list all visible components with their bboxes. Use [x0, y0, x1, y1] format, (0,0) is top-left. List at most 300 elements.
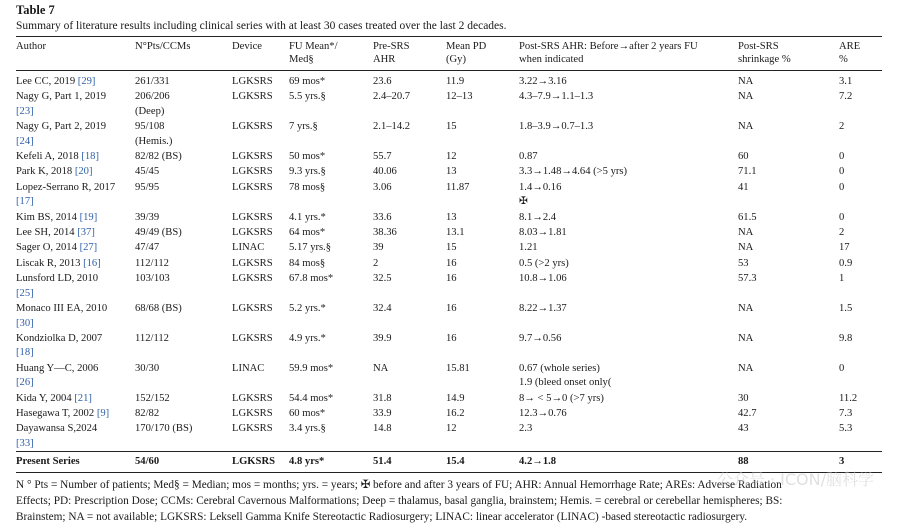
patients-cell — [135, 164, 232, 179]
author-line — [16, 346, 135, 360]
author-line — [16, 181, 135, 195]
post-srs-ahr-cell — [519, 89, 738, 119]
author-name: Kim BS, 2014 — [16, 211, 80, 223]
author-cell — [16, 361, 135, 391]
author-line — [16, 75, 135, 89]
author-name: Park K, 2018 — [16, 166, 75, 178]
author-name: Lunsford LD, 2010 — [16, 273, 99, 285]
are-cell: 1 — [839, 273, 845, 285]
followup-cell: 78 mos§ — [289, 181, 326, 193]
patients-line: 68/68 (BS) — [135, 303, 182, 315]
patients-cell — [135, 421, 232, 451]
author-cell — [16, 89, 135, 119]
patients-line: 103/103 — [135, 273, 170, 285]
are-cell: 11.2 — [839, 392, 858, 404]
author-cell — [16, 301, 135, 331]
table-label: Table 7 — [16, 3, 55, 17]
patients-line: (Hemis.) — [135, 135, 173, 147]
author-name: Hasegawa T, 2002 — [16, 407, 97, 419]
are-cell: 2 — [839, 121, 845, 133]
patients-line: 112/112 — [135, 257, 169, 269]
table-row — [16, 210, 882, 225]
column-header-line: AHR — [373, 54, 396, 65]
post-srs-ahr-cell — [519, 240, 738, 255]
reference-link[interactable]: [25] — [16, 287, 34, 299]
reference-link[interactable]: [33] — [16, 437, 34, 449]
post-ahr-line: 3.22→3.16 — [519, 76, 567, 87]
reference-link[interactable]: [30] — [16, 317, 34, 329]
pre-srs-ahr-cell: 32.5 — [373, 273, 392, 285]
post-ahr-line: 3.3→1.48→4.64 (>5 yrs) — [519, 166, 628, 178]
post-srs-ahr-cell — [519, 119, 738, 149]
table-row — [16, 271, 882, 301]
post-srs-ahr-cell — [519, 256, 738, 271]
post-srs-ahr-cell — [519, 421, 738, 451]
patients-line: 82/82 (BS) — [135, 151, 182, 163]
table-row — [16, 421, 882, 451]
device-cell: LGKSRS — [232, 166, 273, 178]
author-line — [16, 392, 135, 406]
are-cell: 7.3 — [839, 407, 853, 419]
post-ahr-line: 2.3 — [519, 423, 533, 435]
column-header-line: Med§ — [289, 54, 314, 65]
followup-cell: 3.4 yrs.§ — [289, 423, 326, 435]
post-srs-ahr-cell — [519, 164, 738, 179]
followup-cell: 4.1 yrs.* — [289, 211, 326, 223]
mean-pd-cell: 12–13 — [446, 91, 473, 103]
author-line — [16, 437, 135, 451]
mean-pd-cell: 16 — [446, 303, 457, 315]
device-cell: LGKSRS — [232, 273, 273, 285]
author-line — [16, 90, 135, 104]
mean-pd-cell: 13 — [446, 166, 457, 178]
author-line — [16, 272, 135, 286]
reference-link[interactable]: [26] — [16, 377, 34, 389]
post-srs-ahr-cell — [519, 180, 738, 210]
author-cell — [16, 210, 135, 225]
mean-pd-cell: 13 — [446, 211, 457, 223]
mean-pd-cell: 13.1 — [446, 227, 465, 239]
table-row — [16, 256, 882, 271]
mean-pd-cell: 15 — [446, 121, 457, 133]
reference-link[interactable]: [29] — [77, 76, 96, 87]
table-row — [16, 240, 882, 255]
patients-cell — [135, 180, 232, 210]
table-row — [16, 301, 882, 331]
device-cell: LGKSRS — [232, 121, 273, 133]
author-line — [16, 105, 135, 119]
post-ahr-line: 8.03→1.81 — [519, 227, 567, 239]
reference-link[interactable]: [18] — [16, 347, 34, 359]
are-cell: 0 — [839, 362, 845, 374]
author-line — [16, 302, 135, 316]
mean-pd-cell: 16 — [446, 273, 457, 285]
shrinkage-cell: NA — [738, 76, 754, 87]
shrinkage-cell: 57.3 — [738, 273, 757, 285]
post-ahr-line: 1.21 — [519, 242, 538, 254]
pre-srs-ahr-cell: NA — [373, 362, 389, 374]
patients-line: 95/95 — [135, 181, 160, 193]
shrinkage-cell: 41 — [738, 181, 749, 193]
device-cell: LGKSRS — [232, 151, 273, 163]
column-header-line: when indicated — [519, 54, 584, 65]
author-name: Lee SH, 2014 — [16, 227, 78, 239]
column-header-line: Device — [232, 41, 262, 52]
post-ahr-line: 0.87 — [519, 151, 538, 163]
shrinkage-cell: NA — [738, 362, 754, 374]
author-name: Kondziolka D, 2007 — [16, 332, 103, 344]
shrinkage-cell: 60 — [738, 151, 749, 163]
author-cell — [16, 331, 135, 361]
column-header-line: N°Pts/CCMs — [135, 41, 191, 52]
column-header-line: % — [839, 54, 848, 65]
patients-line: 47/47 — [135, 242, 160, 254]
patients-cell — [135, 74, 232, 89]
author-line — [16, 287, 135, 301]
column-header — [135, 37, 232, 71]
author-line — [16, 241, 135, 255]
author-cell — [16, 256, 135, 271]
pre-srs-ahr-cell: 55.7 — [373, 151, 392, 163]
patients-line: 112/112 — [135, 332, 169, 344]
patients-cell — [135, 210, 232, 225]
pre-srs-ahr-cell: 39 — [373, 242, 384, 254]
patients-cell — [135, 256, 232, 271]
are-cell: 17 — [839, 242, 850, 254]
mean-pd-cell: 11.9 — [446, 76, 465, 87]
author-name: Kefeli A, 2018 — [16, 151, 82, 163]
device-cell: LGKSRS — [232, 407, 273, 419]
watermark: 公众号 · ICON/脑科学 — [716, 470, 874, 489]
device-cell: LGKSRS — [232, 76, 273, 87]
post-srs-ahr-cell — [519, 361, 738, 391]
table-row — [16, 406, 882, 421]
author-name: Lee CC, 2019 — [16, 76, 78, 87]
present-shrink-cell: 88 — [738, 452, 839, 472]
patients-line: 30/30 — [135, 362, 160, 374]
author-line — [16, 150, 135, 164]
shrinkage-cell: 53 — [738, 257, 749, 269]
author-cell — [16, 164, 135, 179]
are-cell: 0 — [839, 151, 845, 163]
author-cell — [16, 406, 135, 421]
column-header — [373, 37, 446, 71]
device-cell: LGKSRS — [232, 91, 273, 103]
reference-link[interactable]: [27] — [79, 242, 98, 254]
are-cell: 7.2 — [839, 91, 853, 103]
pre-srs-ahr-cell: 2.1–14.2 — [373, 121, 411, 133]
table-row — [16, 225, 882, 240]
shrinkage-cell: NA — [738, 121, 754, 133]
author-line — [16, 120, 135, 134]
post-ahr-line: 1.8–3.9→0.7–1.3 — [519, 121, 594, 133]
patients-line: 206/206 — [135, 91, 170, 103]
table-row — [16, 331, 882, 361]
author-name: Sager O, 2014 — [16, 242, 80, 254]
table-row — [16, 180, 882, 210]
patients-cell — [135, 240, 232, 255]
post-srs-ahr-cell — [519, 149, 738, 164]
shrinkage-cell: NA — [738, 242, 754, 254]
patients-cell — [135, 89, 232, 119]
pre-srs-ahr-cell: 31.8 — [373, 392, 392, 404]
device-cell: LGKSRS — [232, 211, 273, 223]
column-header-line: FU Mean*/ — [289, 41, 338, 52]
table-row — [16, 89, 882, 119]
mean-pd-cell: 16.2 — [446, 407, 465, 419]
mean-pd-cell: 15.81 — [446, 362, 470, 374]
patients-cell — [135, 406, 232, 421]
device-cell: LGKSRS — [232, 423, 273, 435]
patients-cell — [135, 271, 232, 301]
column-header-line: ARE — [839, 41, 861, 52]
post-srs-ahr-cell — [519, 225, 738, 240]
pre-srs-ahr-cell: 33.6 — [373, 211, 392, 223]
pre-srs-ahr-cell: 38.36 — [373, 227, 397, 239]
column-header-line: Pre-SRS — [373, 41, 410, 52]
patients-cell — [135, 391, 232, 406]
column-header-line: Post-SRS — [738, 41, 779, 52]
pre-srs-ahr-cell: 32.4 — [373, 303, 392, 315]
are-cell: 3.1 — [839, 76, 853, 87]
author-line — [16, 226, 135, 240]
shrinkage-cell: NA — [738, 332, 754, 344]
post-srs-ahr-cell — [519, 301, 738, 331]
present-post-cell: 4.2→1.8 — [519, 452, 738, 472]
post-ahr-line: 1.9 (bleed onset only( — [519, 377, 612, 389]
reference-link[interactable]: [18] — [81, 151, 99, 163]
present-fu-cell: 4.8 yrs* — [289, 452, 373, 472]
followup-cell: 5.5 yrs.§ — [289, 91, 326, 103]
device-cell: LGKSRS — [232, 303, 273, 315]
author-name: Nagy G, Part 2, 2019 — [16, 121, 107, 133]
column-header-line: Mean PD — [446, 41, 487, 52]
followup-cell: 7 yrs.§ — [289, 121, 318, 133]
author-line — [16, 362, 135, 376]
author-line — [16, 422, 135, 436]
shrinkage-cell: 42.7 — [738, 407, 757, 419]
followup-cell: 5.17 yrs.§ — [289, 242, 332, 254]
are-cell: 0.9 — [839, 257, 853, 269]
column-header — [289, 37, 373, 71]
table-row — [16, 74, 882, 89]
followup-cell: 69 mos* — [289, 76, 326, 87]
post-ahr-line: 12.3→0.76 — [519, 407, 567, 419]
shrinkage-cell: NA — [738, 303, 754, 315]
present-are-cell: 3 — [839, 452, 882, 472]
mean-pd-cell: 12 — [446, 423, 457, 435]
patients-line: 170/170 (BS) — [135, 423, 193, 435]
footnote-line: Effects; PD: Prescription Dose; CCMs: Cerebral Cavernous Malformations; Deep = thalamus, basal ganglia, brainstem; Hemis. = cerebral or cerebellar hemispheres; BS: — [16, 494, 783, 507]
followup-cell: 54.4 mos* — [289, 392, 334, 404]
post-ahr-line: ✠ — [519, 196, 528, 208]
reference-link[interactable]: [19] — [79, 211, 98, 223]
column-header — [519, 37, 738, 71]
column-header-line: shrinkage % — [738, 54, 791, 65]
patients-line: 261/331 — [135, 76, 170, 87]
mean-pd-cell: 16 — [446, 332, 457, 344]
device-cell: LGKSRS — [232, 257, 273, 269]
table-body — [16, 71, 882, 472]
author-cell — [16, 271, 135, 301]
footnote-line: N ° Pts = Number of patients; Med§ = Median; mos = months; yrs. = years; ✠ before and after 3 years of FU; AHR: Annual Hemorrhage Rate; AREs: Adverse Radiation — [16, 478, 782, 491]
device-cell: LGKSRS — [232, 181, 273, 193]
column-header — [446, 37, 519, 71]
footnote-line: Brainstem; NA = not available; LGKSRS: Leksell Gamma Knife Stereotactic Radiosurgery; LINAC: linear accelerator (LINAC) -based stereotactic radiosurgery. — [16, 510, 748, 523]
column-header — [232, 37, 289, 71]
patients-cell — [135, 361, 232, 391]
column-header-line: (Gy) — [446, 54, 467, 65]
author-line — [16, 211, 135, 225]
table-row — [16, 149, 882, 164]
pre-srs-ahr-cell: 3.06 — [373, 181, 392, 193]
column-header — [738, 37, 839, 71]
pre-srs-ahr-cell: 39.9 — [373, 332, 392, 344]
reference-link[interactable]: [23] — [16, 105, 34, 117]
are-cell: 5.3 — [839, 423, 853, 435]
column-header — [16, 37, 135, 71]
shrinkage-cell: 61.5 — [738, 211, 757, 223]
post-ahr-line: 8.1→2.4 — [519, 211, 557, 223]
author-name: Nagy G, Part 1, 2019 — [16, 91, 107, 103]
post-srs-ahr-cell — [519, 271, 738, 301]
patients-line: 49/49 (BS) — [135, 227, 182, 239]
patients-line: 82/82 — [135, 407, 160, 419]
patients-cell — [135, 149, 232, 164]
author-name: Lopez-Serrano R, 2017 — [16, 181, 116, 193]
followup-cell: 5.2 yrs.* — [289, 303, 326, 315]
followup-cell: 59.9 mos* — [289, 362, 334, 374]
post-ahr-line: 8.22→1.37 — [519, 303, 567, 315]
followup-cell: 67.8 mos* — [289, 273, 334, 285]
pre-srs-ahr-cell: 23.6 — [373, 76, 392, 87]
are-cell: 1.5 — [839, 303, 853, 315]
device-cell: LINAC — [232, 242, 265, 254]
post-ahr-line: 8→ < 5→0 (>7 yrs) — [519, 392, 604, 404]
post-ahr-line: 4.3–7.9→1.1–1.3 — [519, 91, 594, 103]
author-cell — [16, 74, 135, 89]
table-row — [16, 164, 882, 179]
author-line — [16, 257, 135, 271]
are-cell: 9.8 — [839, 332, 853, 344]
patients-line: 152/152 — [135, 392, 170, 404]
shrinkage-cell: 71.1 — [738, 166, 757, 178]
present-pd-cell: 15.4 — [446, 452, 519, 472]
author-cell — [16, 149, 135, 164]
followup-cell: 50 mos* — [289, 151, 326, 163]
author-name: Dayawansa S,2024 — [16, 423, 98, 435]
post-srs-ahr-cell — [519, 74, 738, 89]
present-device-cell: LGKSRS — [232, 452, 289, 472]
table-figure — [16, 2, 882, 525]
column-header-line: Post-SRS AHR: Before→after 2 years FU — [519, 41, 698, 52]
author-line — [16, 317, 135, 331]
device-cell: LGKSRS — [232, 227, 273, 239]
post-srs-ahr-cell — [519, 331, 738, 361]
reference-link[interactable]: [9] — [96, 407, 110, 419]
column-header-line: Author — [16, 41, 47, 52]
author-name: Monaco III EA, 2010 — [16, 303, 108, 315]
shrinkage-cell: 30 — [738, 392, 749, 404]
author-name: Huang Y—C, 2006 — [16, 362, 99, 374]
author-cell — [16, 225, 135, 240]
table-row — [16, 119, 882, 149]
patients-cell — [135, 331, 232, 361]
post-ahr-line: 0.67 (whole series) — [519, 362, 600, 374]
pre-srs-ahr-cell: 33.9 — [373, 407, 392, 419]
mean-pd-cell: 11.87 — [446, 181, 470, 193]
author-cell — [16, 180, 135, 210]
literature-table — [16, 37, 882, 472]
post-srs-ahr-cell — [519, 391, 738, 406]
author-line — [16, 165, 135, 179]
patients-cell — [135, 225, 232, 240]
post-srs-ahr-cell — [519, 406, 738, 421]
author-name: Liscak R, 2013 — [16, 257, 84, 269]
shrinkage-cell: 43 — [738, 423, 749, 435]
author-cell — [16, 240, 135, 255]
author-line — [16, 135, 135, 149]
patients-line: (Deep) — [135, 105, 165, 117]
mean-pd-cell: 14.9 — [446, 392, 465, 404]
followup-cell: 64 mos* — [289, 227, 326, 239]
are-cell: 0 — [839, 211, 845, 223]
shrinkage-cell: NA — [738, 91, 754, 103]
are-cell: 2 — [839, 227, 845, 239]
author-line — [16, 407, 135, 421]
header-row — [16, 37, 882, 71]
author-name: Kida Y, 2004 — [16, 392, 75, 404]
device-cell: LGKSRS — [232, 332, 273, 344]
patients-cell — [135, 119, 232, 149]
patients-cell — [135, 301, 232, 331]
author-line — [16, 376, 135, 390]
pre-srs-ahr-cell: 14.8 — [373, 423, 392, 435]
pre-srs-ahr-cell: 40.06 — [373, 166, 397, 178]
patients-line: 39/39 — [135, 211, 160, 223]
reference-link[interactable]: [20] — [74, 166, 93, 178]
reference-link[interactable]: [16] — [83, 257, 101, 269]
shrinkage-cell: NA — [738, 227, 754, 239]
table-caption: Summary of literature results including clinical series with at least 30 cases treated over the last 2 decades. — [16, 20, 507, 32]
reference-link[interactable]: [17] — [16, 196, 34, 208]
present-author-cell: Present Series — [16, 452, 135, 472]
reference-link[interactable]: [37] — [77, 227, 95, 239]
pre-srs-ahr-cell: 2.4–20.7 — [373, 91, 411, 103]
followup-cell: 60 mos* — [289, 407, 326, 419]
author-line — [16, 332, 135, 346]
table-row — [16, 391, 882, 406]
column-header — [839, 37, 882, 71]
table-row — [16, 361, 882, 391]
post-ahr-line: 10.8→1.06 — [519, 273, 567, 285]
present-pre-cell: 51.4 — [373, 452, 446, 472]
pre-srs-ahr-cell: 2 — [373, 257, 379, 269]
author-line — [16, 195, 135, 209]
patients-line: 45/45 — [135, 166, 160, 178]
author-cell — [16, 119, 135, 149]
mean-pd-cell: 12 — [446, 151, 457, 163]
post-ahr-line: 0.5 (>2 yrs) — [519, 257, 569, 269]
mean-pd-cell: 15 — [446, 242, 457, 254]
post-ahr-line: 1.4→0.16 — [519, 181, 562, 193]
followup-cell: 9.3 yrs.§ — [289, 166, 326, 178]
post-srs-ahr-cell — [519, 210, 738, 225]
reference-link[interactable]: [24] — [16, 135, 34, 147]
reference-link[interactable]: [21] — [74, 392, 92, 404]
patients-line: 95/108 — [135, 121, 165, 133]
are-cell: 0 — [839, 181, 845, 193]
